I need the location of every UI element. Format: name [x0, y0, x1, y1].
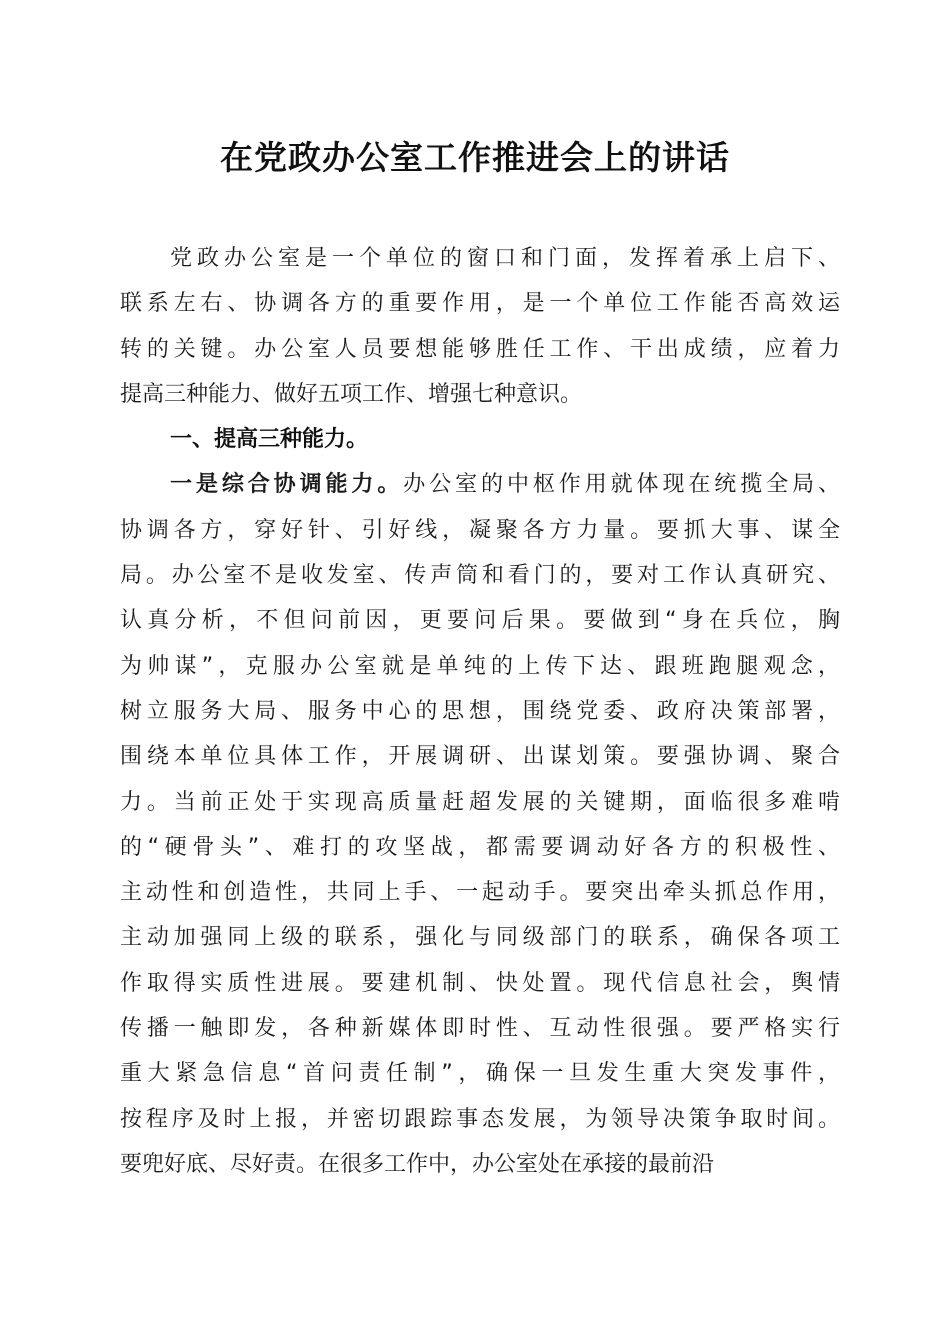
paragraph-line: 协调各方，穿好针、引好线，凝聚各方力量。要抓大事、谋全 — [120, 517, 840, 543]
paragraph-line: 树立服务大局、服务中心的思想，围绕党委、政府决策部署， — [120, 698, 840, 724]
paragraph-line-rest: 办公室的中枢作用就体现在统揽全局、 — [403, 472, 840, 498]
paragraph-line — [120, 462, 840, 507]
paragraph-line: 按程序及时上报，并密切跟踪事态发展，为领导决策争取时间。 — [120, 1106, 840, 1132]
paragraph-line: 联系左右、协调各方的重要作用，是一个单位工作能否高效运 — [120, 291, 840, 317]
paragraph-lead: 一是综合协调能力。 — [170, 472, 404, 498]
paragraph-line: 传播一触即发，各种新媒体即时性、互动性很强。要严格实行 — [120, 1016, 840, 1042]
paragraph-line: 重大紧急信息“首问责任制”，确保一旦发生重大突发事件， — [120, 1061, 840, 1087]
paragraph-line: 要兜好底、尽好责。在很多工作中，办公室处在承接的最前沿 — [120, 1151, 715, 1177]
paragraph-line: 主动加强同上级的联系，强化与同级部门的联系，确保各项工 — [120, 925, 840, 951]
section-heading: 一、提高三种能力。 — [170, 427, 369, 453]
paragraph-line: 认真分析，不但问前因，更要问后果。要做到“身在兵位，胸 — [120, 608, 840, 634]
paragraph-line: 党政办公室是一个单位的窗口和门面，发挥着承上启下、 — [170, 246, 840, 271]
paragraph-line: 为帅谋”，克服办公室就是单纯的上传下达、跟班跑腿观念， — [120, 653, 840, 679]
document-body — [120, 236, 840, 1187]
paragraph-line: 围绕本单位具体工作，开展调研、出谋划策。要强协调、聚合 — [120, 744, 840, 770]
paragraph-line: 转的关键。办公室人员要想能够胜任工作、干出成绩，应着力 — [120, 336, 840, 362]
paragraph-line: 局。办公室不是收发室、传声筒和看门的，要对工作认真研究、 — [120, 563, 840, 589]
paragraph-line: 主动性和创造性，共同上手、一起动手。要突出牵头抓总作用， — [120, 880, 840, 906]
document-title: 在党政办公室工作推进会上的讲话 — [220, 138, 730, 177]
paragraph-line: 作取得实质性进展。要建机制、快处置。现代信息社会，舆情 — [120, 970, 840, 996]
paragraph-line: 提高三种能力、做好五项工作、增强七种意识。 — [120, 381, 583, 407]
paragraph-line: 力。当前正处于实现高质量赶超发展的关键期，面临很多难啃 — [120, 789, 840, 815]
paragraph-line: 的“硬骨头”、难打的攻坚战，都需要调动好各方的积极性、 — [120, 834, 840, 860]
